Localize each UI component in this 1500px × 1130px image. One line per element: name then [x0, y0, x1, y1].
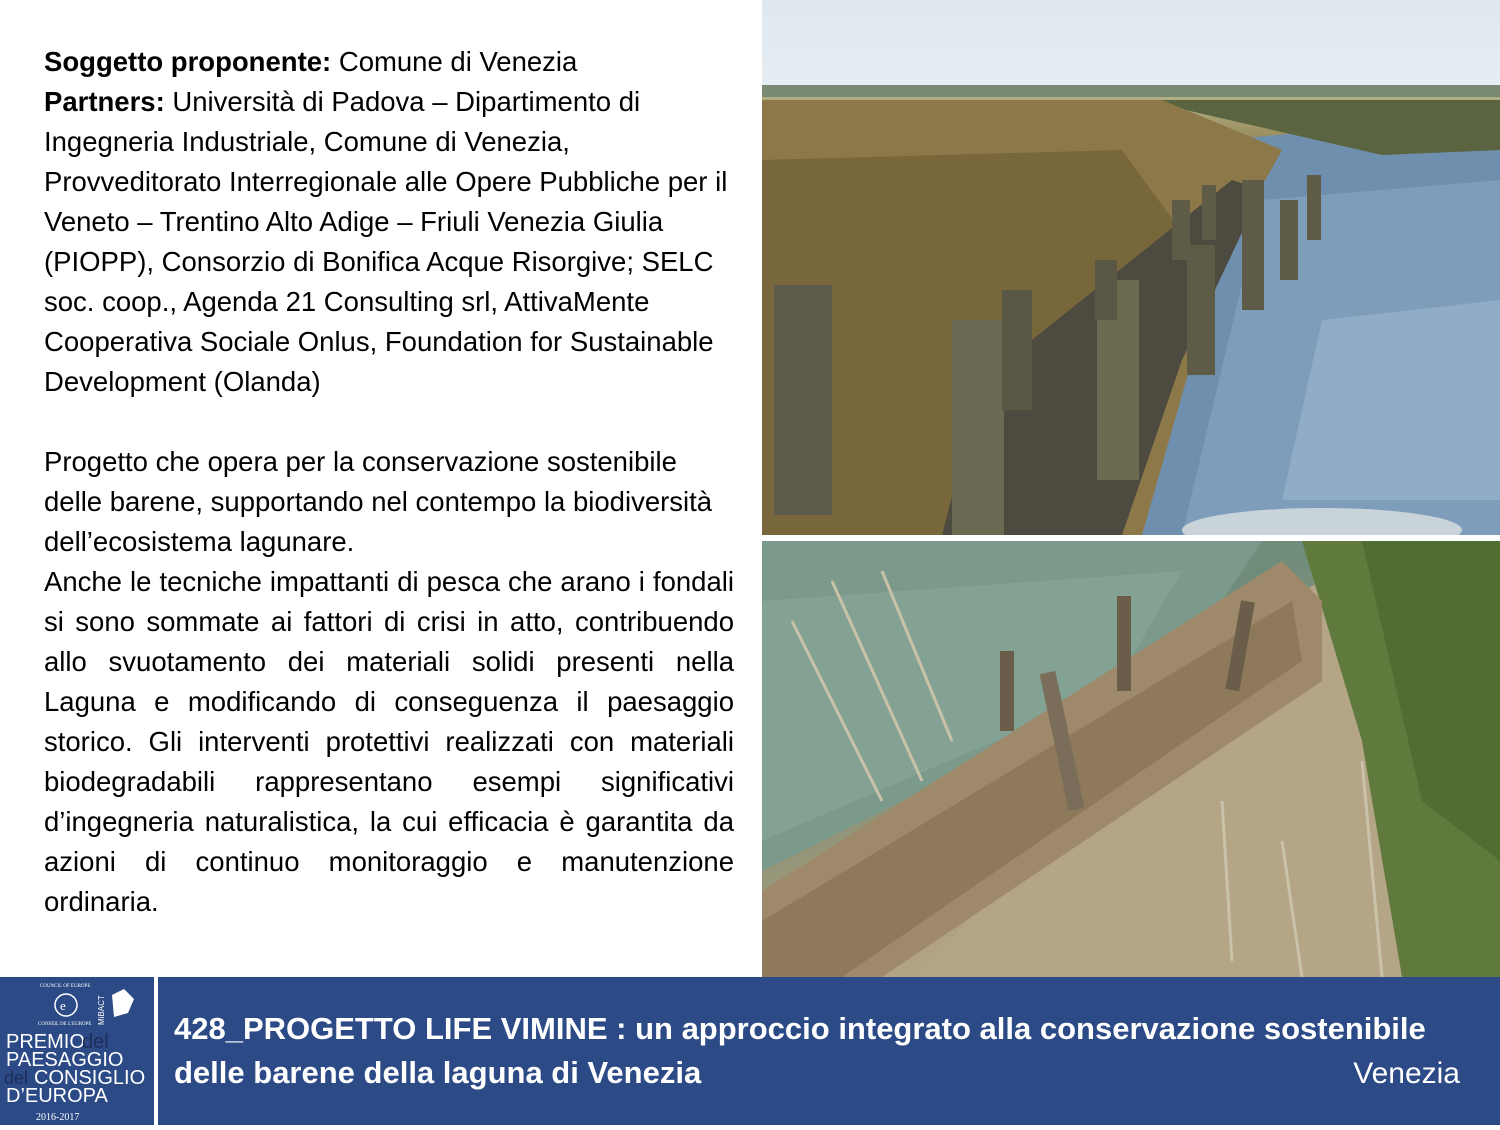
photo-barena-poles: [762, 0, 1500, 535]
proposer-label: Soggetto proponente:: [44, 46, 332, 77]
logo-del-1: del: [82, 1031, 109, 1053]
text-column: [44, 42, 734, 922]
description-body: Anche le tecniche impattanti di pesca che arano i fondali si sono sommate ai fattori di crisi in atto, contribuendo allo svuotamento dei materiali solidi presenti nella Laguna e modificando di conseguenza il paesaggio storico. Gli interventi protettivi realizzati con materiali biodegradabili rappresentano esempi significativi d’ingegneria naturalistica, la cui efficacia è garantita da azioni di continuo monitoraggio e manutenzione ordinaria.: [44, 566, 734, 917]
logo-del-2: del: [4, 1068, 29, 1088]
logo-europa: D’EUROPA: [6, 1085, 108, 1107]
council-of-europe-emblem-icon: [55, 994, 77, 1016]
logo-paesaggio: PAESAGGIO: [6, 1049, 124, 1071]
proposer-line: [44, 42, 734, 82]
photo-fascine-roll: [762, 541, 1500, 977]
logo-mibact: MiBACT: [97, 995, 106, 1025]
logo-years: 2016-2017: [36, 1112, 80, 1123]
logo-consiglio: CONSIGLIO: [34, 1067, 146, 1089]
footer-banner: [0, 977, 1500, 1125]
partners-label: Partners:: [44, 86, 165, 117]
logo-council-top: COUNCIL OF EUROPE: [40, 984, 91, 989]
photo-fascine-roll-illustration: [762, 541, 1500, 977]
logo-council-fr: CONSEIL DE L'EUROPE: [38, 1022, 92, 1027]
premio-paesaggio-logo-graphic: [0, 977, 154, 1125]
logo-premio: PREMIO: [6, 1031, 85, 1053]
premio-paesaggio-logo: [0, 977, 158, 1125]
proposer-value: Comune di Venezia: [338, 46, 578, 77]
description-intro: Progetto che opera per la conservazione sostenibile delle barene, supportando nel contempo la biodiversità dell’ecosistema lagunare.: [44, 446, 713, 557]
project-title: 428_PROGETTO LIFE VIMINE : un approccio integrato alla conservazione sostenibile delle barene della laguna di Venezia: [174, 1011, 1426, 1090]
partners-line: [44, 82, 734, 402]
project-location: Venezia: [1353, 1057, 1460, 1090]
svg-text:e: e: [60, 998, 66, 1013]
photo-barena-poles-illustration: [762, 0, 1500, 535]
partners-value: Università di Padova – Dipartimento di Ingegneria Industriale, Comune di Venezia, Provveditorato Interregionale alle Opere Pubbliche per il Veneto – Trentino Alto Adige – Friuli Venezia Giulia (PIOPP), Consorzio di Bonifica Acque Risorgive; SELC soc. coop., Agenda 21 Consulting srl, AttivaMente Cooperativa Sociale Onlus, Foundation for Sustainable Development (Olanda): [44, 86, 728, 397]
statue-icon: [112, 989, 134, 1017]
